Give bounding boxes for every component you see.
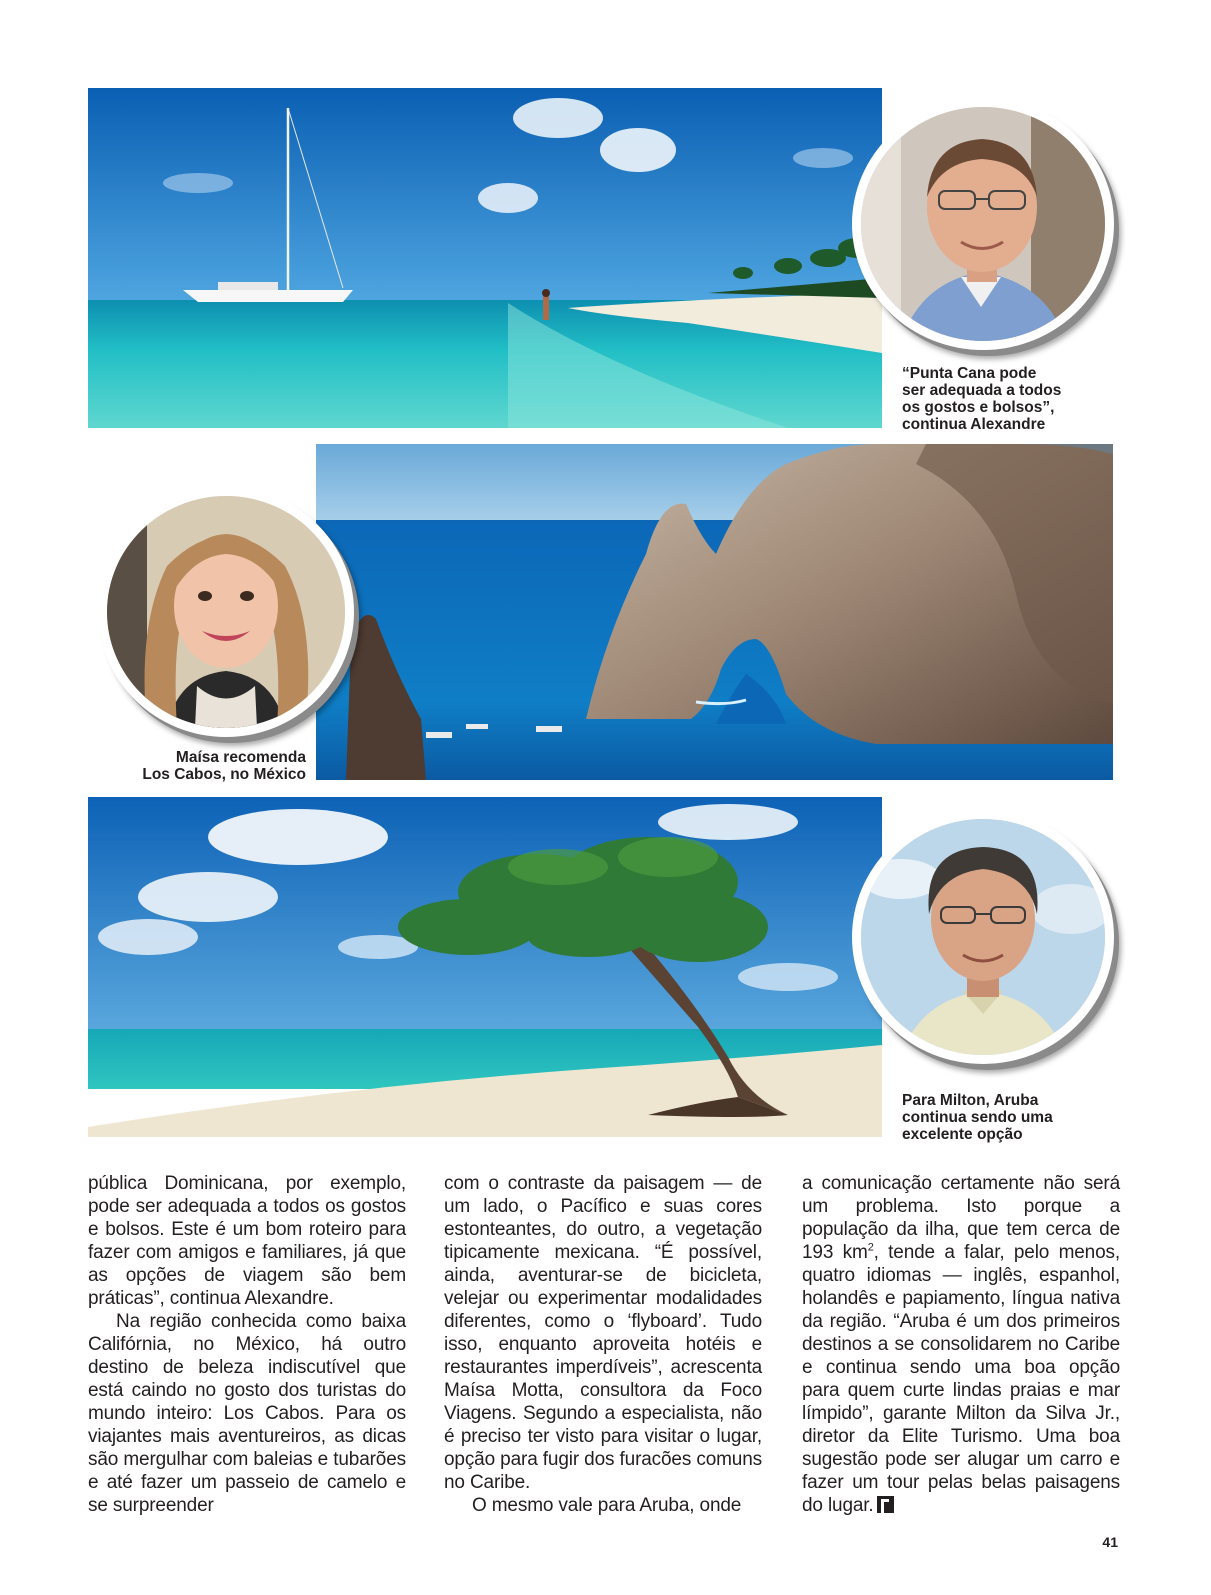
caption-alexandre: “Punta Cana pode ser adequada a todos os gostos e bolsos”, continua Alexandre [902, 365, 1062, 433]
article-paragraph: com o contraste da paisagem — de um lado, o Pacífico e suas cores estonteantes, do outro, a vegetação tipicamente mexicana. “É possível, ainda, aventurar-se de bicicleta, velejar ou experimentar modalidades diferentes, como o ‘flyboard’. Tudo isso, enquanto aproveita hotéis e restaurantes imperdíveis”, acrescenta Maísa Motta, consultora da Foco Viagens. Segundo a especialista, não é preciso ter visto para visitar o lugar, opção para fugir dos furacões comuns no Caribe. [444, 1173, 762, 1493]
milton-portrait [852, 810, 1114, 1064]
article-paragraph: Na região conhecida como baixa Califórnia, no México, há outro destino de beleza indiscutível que está caindo no gosto dos turistas do mundo inteiro: Los Cabos. Para os viajantes mais aventureiros, as dicas são mergulhar com baleias e tubarões e até fazer um passeio de camelo e se surpreender [88, 1311, 406, 1516]
page-number: 41 [1102, 1534, 1118, 1550]
aruba-photo [88, 797, 882, 1137]
maisa-portrait [98, 487, 354, 737]
article-paragraph: pública Dominicana, por exemplo, pode ser adequada a todos os gostos e bolsos. Este é um bom roteiro para fazer com amigos e familiares, já que as opções de viagem são bem práticas”, continua Alexandre. [88, 1173, 406, 1309]
article-text: a comunicação certamente não será um problema. Isto porque a população da ilha, que tem cerca de 193 km [802, 1173, 1120, 1263]
los-cabos-photo [316, 444, 1113, 780]
superscript: 2 [867, 1241, 874, 1254]
alexandre-portrait [852, 98, 1114, 350]
article-paragraph [802, 1172, 1120, 1517]
end-mark-icon [877, 1496, 894, 1513]
article-text: , tende a falar, pelo menos, quatro idiomas — inglês, espanhol, holandês e papiamento, língua nativa da região. “Aruba é um dos primeiros destinos a se consolidarem no Caribe e continua sendo uma boa opção para quem curte lindas praias e mar límpido”, garante Milton da Silva Jr., diretor da Elite Turismo. Uma boa sugestão pode ser alugar um carro e fazer um tour pelas belas paisagens do lugar. [802, 1242, 1120, 1516]
article-column-3 [802, 1172, 1120, 1517]
caption-maisa: Maísa recomenda Los Cabos, no México [142, 749, 306, 783]
article-column-2 [444, 1172, 762, 1517]
punta-cana-photo [88, 88, 882, 428]
article-column-1 [88, 1172, 406, 1517]
article-paragraph: O mesmo vale para Aruba, onde [472, 1495, 742, 1516]
caption-milton: Para Milton, Aruba continua sendo uma excelente opção [902, 1092, 1053, 1143]
